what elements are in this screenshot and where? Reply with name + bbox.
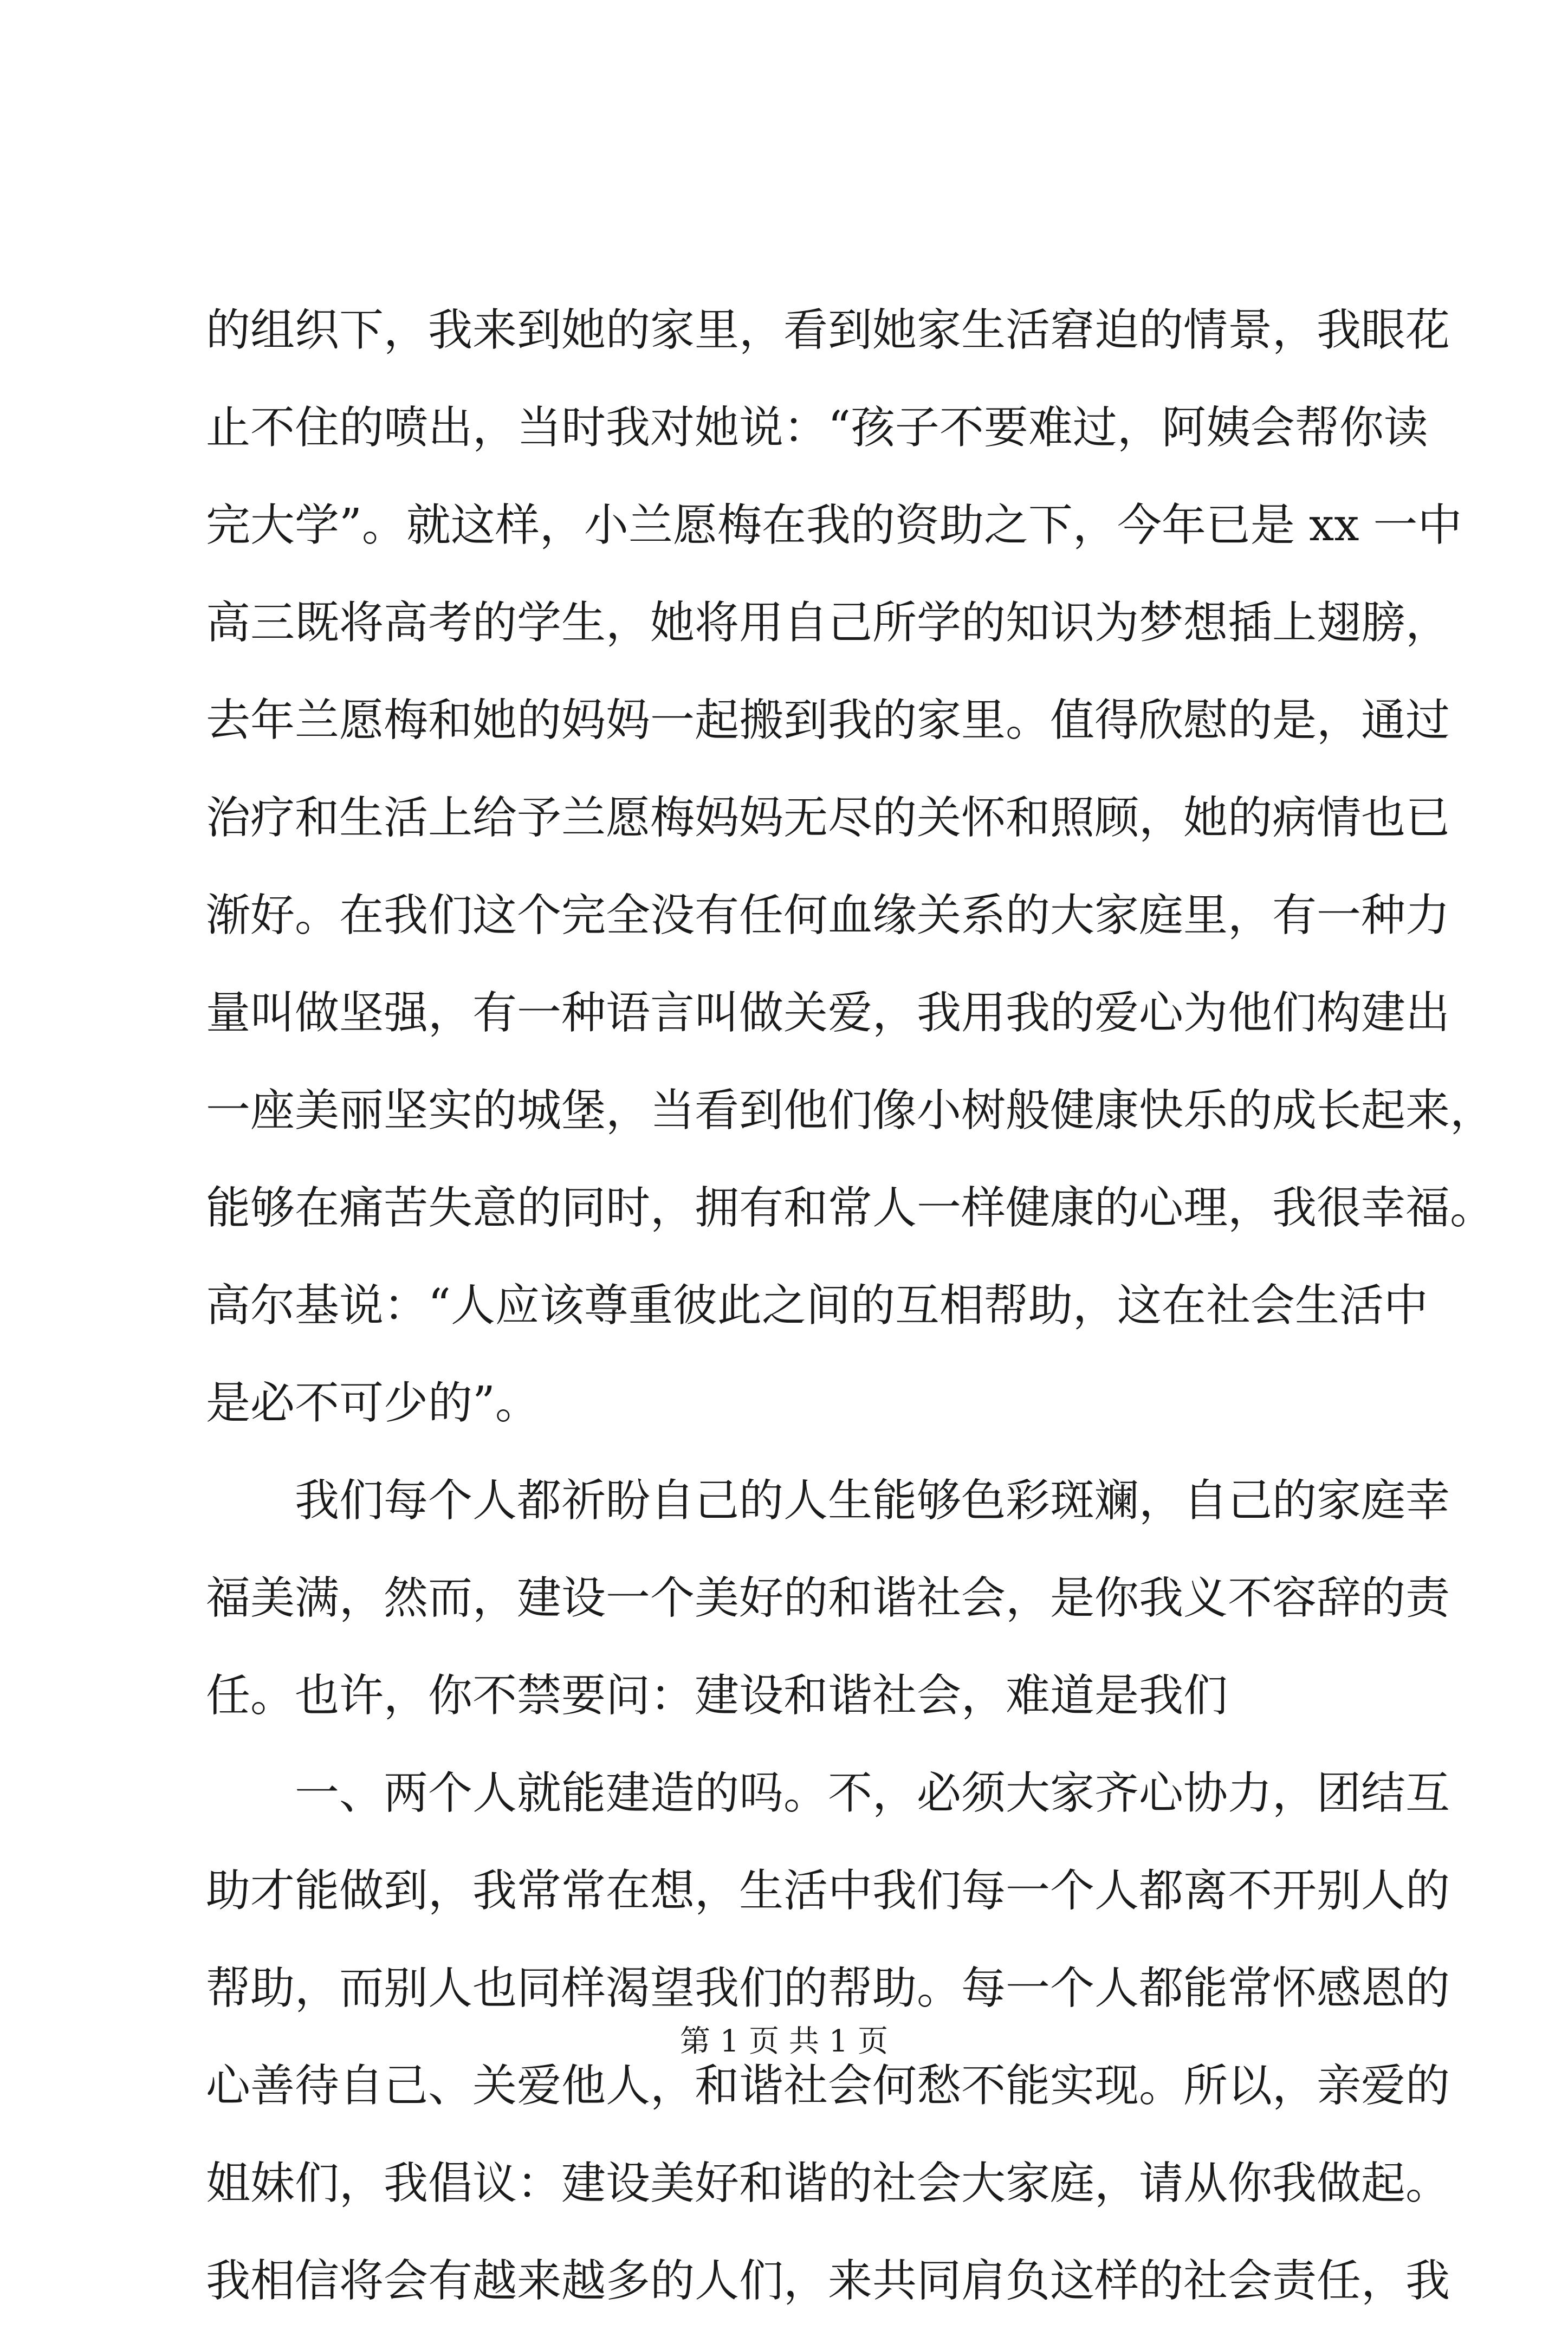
text-line: 心善待自己、关爱他人，和谐社会何愁不能实现。所以，亲爱的: [206, 2060, 1450, 2112]
text-line: 帮助，而别人也同样渴望我们的帮助。每一个人都能常怀感恩的: [206, 1963, 1450, 2014]
text-line: 任。也许，你不禁要问：建设和谐社会，难道是我们: [206, 1670, 1228, 1721]
text-line: 福美满，然而，建设一个美好的和谐社会，是你我义不容辞的责: [206, 1572, 1450, 1624]
text-line: 止不住的喷出，当时我对她说：“孩子不要难过，阿姨会帮你读: [206, 402, 1428, 454]
text-line: 一座美丽坚实的城堡，当看到他们像小树般健康快乐的成长起来，: [206, 1085, 1495, 1136]
text-line: 去年兰愿梅和她的妈妈一起搬到我的家里。值得欣慰的是，通过: [206, 695, 1450, 746]
page-footer: 第 1 页 共 1 页: [679, 2024, 889, 2059]
text-line: 能够在痛苦失意的同时，拥有和常人一样健康的心理，我很幸福。: [206, 1182, 1495, 1234]
text-line: 是必不可少的”。: [206, 1377, 540, 1429]
text-line: 我相信将会有越来越多的人们，来共同肩负这样的社会责任，我: [206, 2255, 1450, 2307]
paragraph-first-line: 我们每个人都祈盼自己的人生能够色彩斑斓，自己的家庭幸: [295, 1475, 1450, 1526]
text-line: 渐好。在我们这个完全没有任何血缘关系的大家庭里，有一种力: [206, 890, 1450, 941]
text-line: 量叫做坚强，有一种语言叫做关爱，我用我的爱心为他们构建出: [206, 987, 1450, 1039]
text-line: 助才能做到，我常常在想，生活中我们每一个人都离不开别人的: [206, 1865, 1450, 1917]
text-line: 完大学”。就这样，小兰愿梅在我的资助之下，今年已是 xx 一中: [206, 500, 1462, 551]
paragraph-first-line: 一、两个人就能建造的吗。不，必须大家齐心协力，团结互: [295, 1768, 1450, 1819]
text-line: 高尔基说：“人应该尊重彼此之间的互相帮助，这在社会生活中: [206, 1280, 1428, 1331]
text-line: 姐妹们，我倡议：建设美好和谐的社会大家庭，请从你我做起。: [206, 2158, 1450, 2209]
text-line: 高三既将高考的学生，她将用自己所学的知识为梦想插上翅膀，: [206, 597, 1450, 649]
text-line: 治疗和生活上给予兰愿梅妈妈无尽的关怀和照顾，她的病情也已: [206, 792, 1450, 844]
text-line: 的组织下，我来到她的家里，看到她家生活窘迫的情景，我眼花: [206, 305, 1450, 356]
